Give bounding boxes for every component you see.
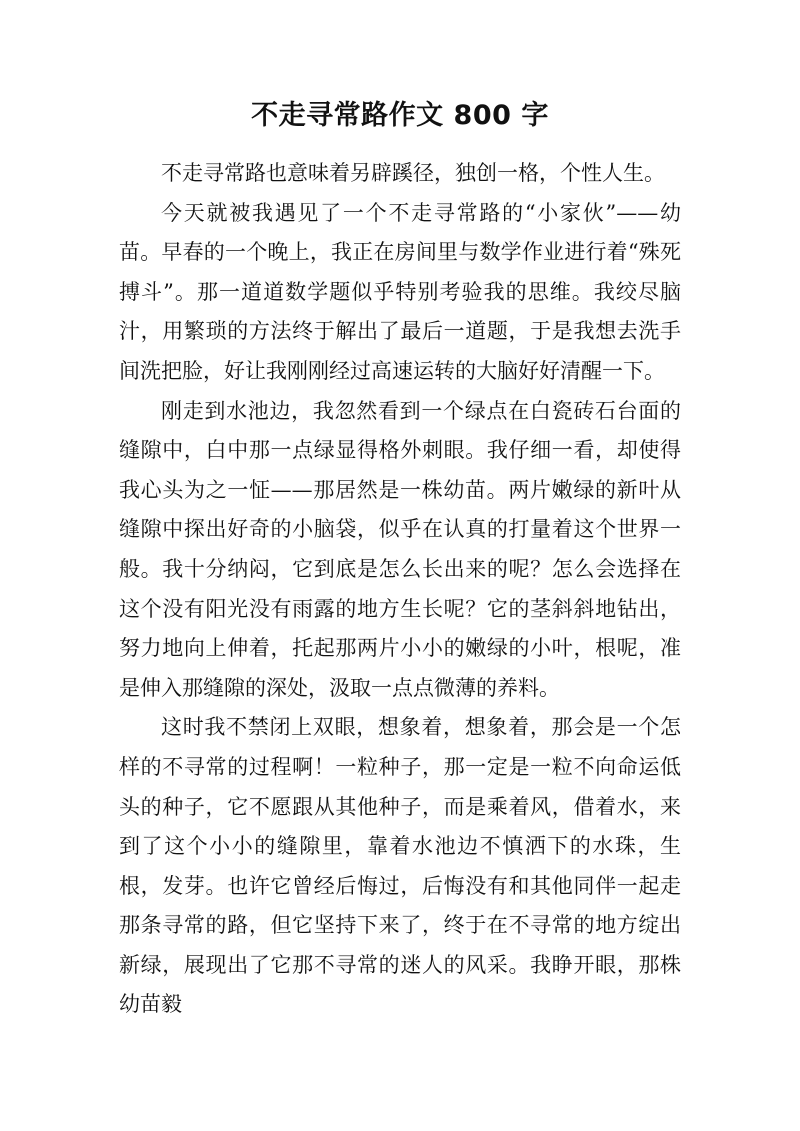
paragraph-1: 不走寻常路也意味着另辟蹊径，独创一格，个性人生。 [161,161,665,185]
paragraph-3: 刚走到水池边，我忽然看到一个绿点在白瓷砖石台面的缝隙中，白中那一点绿显得格外刺眼。我仔细一看，却使得我心头为之一怔——那居然是一株幼苗。两片嫩绿的新叶从缝隙中探出好奇的小脑袋，似乎在认真的打量着这个世界一般。我十分纳闷，它到底是怎么长出来的呢？怎么会选择在这个没有阳光没有雨露的地方生长呢？它的茎斜斜地钻出，努力地向上伸着，托起那两片小小的嫩绿的小叶，根呢，准是伸入那缝隙的深处，汲取一点点微薄的养料。 [119,398,681,700]
document-title: 不走寻常路作文 800 字 [251,100,549,131]
document-body [119,154,681,1025]
paragraph-2: 今天就被我遇见了一个不走寻常路的“小家伙”——幼苗。早春的一个晚上，我正在房间里与数学作业进行着“殊死搏斗”。那一道道数学题似乎特别考验我的思维。我绞尽脑汁，用繁琐的方法终于解出了最后一道题，于是我想去洗手间洗把脸，好让我刚刚经过高速运转的大脑好好清醒一下。 [119,200,681,383]
paragraph-4: 这时我不禁闭上双眼，想象着，想象着，那会是一个怎样的不寻常的过程啊！一粒种子，那一定是一粒不向命运低头的种子，它不愿跟从其他种子，而是乘着风，借着水，来到了这个小小的缝隙里，靠着水池边不慎洒下的水珠，生根，发芽。也许它曾经后悔过，后悔没有和其他同伴一起走那条寻常的路，但它坚持下来了，终于在不寻常的地方绽出新绿，展现出了它那不寻常的迷人的风采。我睁开眼，那株幼苗毅 [119,715,681,1017]
